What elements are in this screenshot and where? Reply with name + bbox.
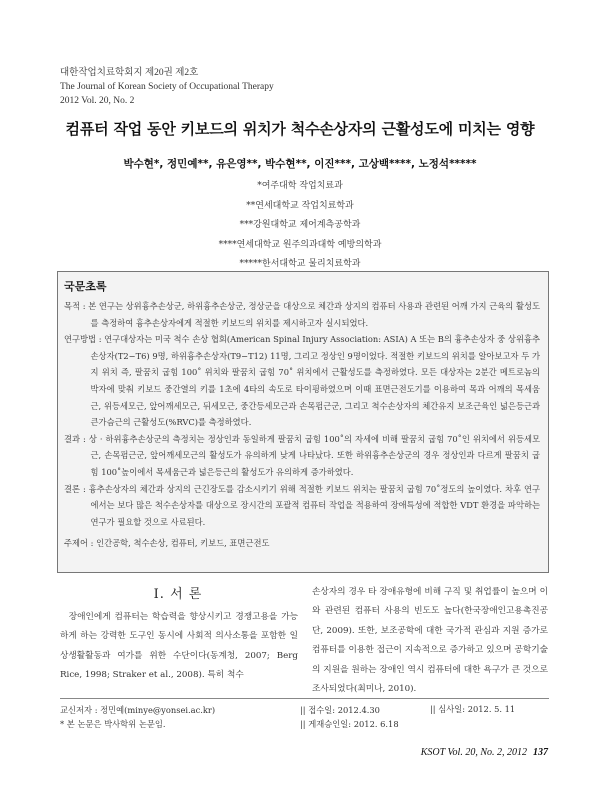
affiliation-3: ***강원대학교 제어계측공학과 bbox=[239, 220, 361, 230]
abstract-purpose: 목적 : 본 연구는 상위흉추손상군, 하위흉추손상군, 정상군을 대상으로 체간과 상지의 컴퓨터 사용과 관련된 어깨 가지 근육의 활성도를 측정하여 흉추손상자에게 적절한 키보드의 위치를 제시하고자 실시되었다. bbox=[64, 301, 540, 328]
affiliation-5: *****한서대학교 물리치료학과 bbox=[239, 259, 361, 269]
affiliation-list bbox=[40, 177, 560, 275]
abstract-keywords: 주제어 : 인간공학, 척수손상, 컴퓨터, 키보드, 표면근전도 bbox=[64, 538, 270, 548]
affiliation-2: **연세대학교 작업치료학과 bbox=[246, 200, 354, 211]
thesis-note: * 본 논문은 박사학위 논문임. bbox=[60, 719, 166, 729]
accepted-date: || 게재승인일: 2012. 6.18 bbox=[300, 719, 399, 729]
footer-journal: KSOT Vol. 20, No. 2, 2012 bbox=[420, 747, 527, 758]
footnote-left bbox=[60, 703, 215, 731]
abstract-body bbox=[64, 298, 540, 530]
abstract-conclusion: 결론 : 흉추손상자의 체간과 상지의 근긴장도를 감소시키기 위해 적절한 키보드 위치는 팔꿈치 굽힘 70˚정도의 높이였다. 차후 연구에서는 보다 많은 척수손상자를 대상으로 장시간의 포괄적 컴퓨터 작업을 적용하여 장애특성에 적합한 VDT 환경을 파악하는 연구가 필요할 것으로 사료된다. bbox=[64, 483, 540, 527]
abstract-results: 결과 : 상 · 하위흉추손상군의 측정치는 정상인과 동일하게 팔꿈치 굽힘 100˚의 자세에 비해 팔꿈치 굽힘 70˚인 위치에서 위등세모근, 손목펌근군, 앞어깨세모근의 활성도가 유의하게 낮게 나타났다. 또한 하위흉추손상군의 경우 정상인과 다르게 팔꿈치 굽힘 100˚높이에서 목세움근과 넓은등근의 활성도가 유의하게 증가하였다. bbox=[64, 433, 540, 477]
abstract-method: 연구방법 : 연구대상자는 미국 척수 손상 협회(American Spinal Injury Association: ASIA) A 또는 B의 흉추손상자 중 상위흉추손상자(T2−T6) 9명, 하위흉추손상자(T9−T12) 11명, 그리고 정상인 9명이었다. 적절한 키보드의 위치를 알아보고자 두 가지 위치 즉, 팔꿈치 굽힘 100˚ 위치와 팔꿈치 굽힘 70˚ 위치에서 근활성도를 측정하였다. 모든 대상자는 2분간 메트로놈의 박자에 맞춰 키보드 중간열의 키를 1초에 4타의 속도로 타이핑하였으며 이때 표면근전도기를 이용하여 목과 어깨의 목세움근, 위등세모근, 앞어깨세모근, 뒤세모근, 중간등세모근과 손목펌근군, 그리고 척수손상자의 체간유지 보조근육인 넓은등근과 큰가슴근의 근활성도(%RVC)를 측정하였다. bbox=[64, 334, 540, 428]
author-list: 박수현*, 정민예**, 유은영**, 박수현**, 이진***, 고상백****, 노정석***** bbox=[123, 158, 477, 170]
abstract-heading: 국문초록 bbox=[64, 280, 107, 293]
journal-volume: 2012 Vol. 20, No. 2 bbox=[60, 96, 135, 106]
affiliation-1: *여주대학 작업치료과 bbox=[257, 181, 343, 191]
received-date: || 접수일: 2012.4.30 bbox=[300, 705, 380, 715]
page-number: 137 bbox=[533, 747, 548, 758]
footnote-dates bbox=[300, 703, 399, 731]
journal-name-english: The Journal of Korean Society of Occupational Therapy bbox=[60, 82, 274, 92]
affiliation-4: ****연세대학교 원주의과대학 예방의학과 bbox=[218, 239, 382, 250]
introduction-column-left: 장애인에게 컴퓨터는 학습력을 향상시키고 경쟁고용을 가능하게 하는 강력한 도구인 동시에 사회적 의사소통을 포함한 일상생활활동과 여가를 위한 수단이다(동계청, 2007; Berg Rice, 1998; Straker et al., 2008). 특히 척수 bbox=[60, 612, 298, 681]
introduction-column-right: 손상자의 경우 타 장애유형에 비해 구직 및 취업률이 높으며 이와 관련된 컴퓨터 사용의 빈도도 높다(한국장애인고용촉진공단, 2009). 또한, 보조공학에 대한 국가적 관심과 지원 증가로 컴퓨터를 이용한 접근이 지속적으로 증가하고 있으며 공학기술의 지원을 원하는 장애인 역시 컴퓨터에 대한 욕구가 큰 것으로 조사되었다(최미나, 2010). bbox=[312, 587, 548, 695]
reviewed-date: || 심사일: 2012. 5. 11 bbox=[430, 704, 516, 714]
journal-name-korean: 대한작업치료학회지 제20권 제2호 bbox=[60, 68, 199, 78]
page-footer bbox=[370, 747, 548, 758]
section-heading-introduction: Ⅰ. 서 론 bbox=[153, 587, 203, 602]
journal-header bbox=[60, 66, 274, 108]
paper-title: 컴퓨터 작업 동안 키보드의 위치가 척수손상자의 근활성도에 미치는 영향 bbox=[65, 120, 535, 138]
footnote-divider bbox=[60, 698, 549, 699]
corresponding-author: 교신저자 : 정민예(minye@yonsei.ac.kr) bbox=[60, 705, 216, 715]
